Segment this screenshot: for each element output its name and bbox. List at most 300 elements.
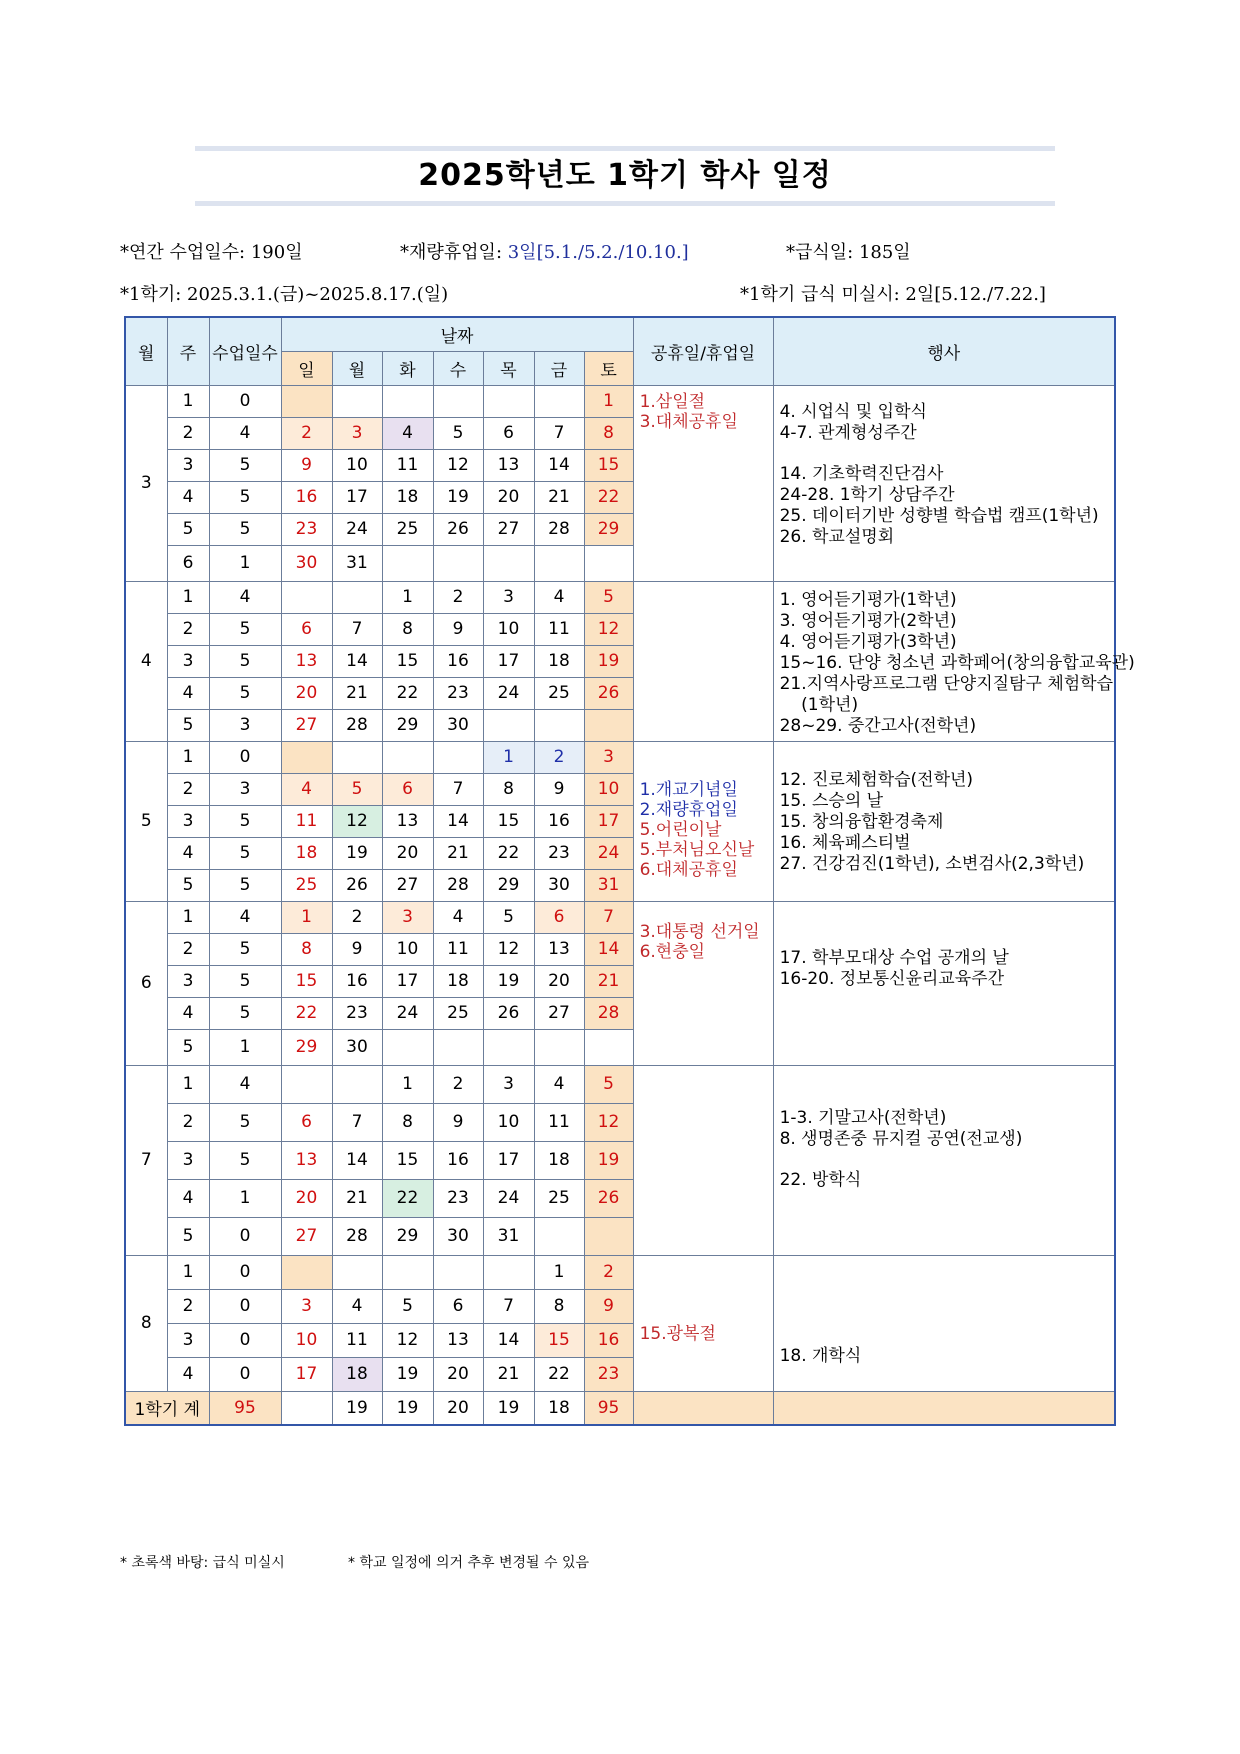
week-number: 2 [167, 613, 209, 645]
date-cell: 7 [332, 613, 382, 645]
events-cell [773, 1065, 1115, 1255]
week-number: 2 [167, 1103, 209, 1141]
total-label: 1학기 계 [125, 1391, 209, 1425]
date-cell: 14 [534, 449, 584, 481]
holidays-cell [633, 385, 773, 581]
date-cell: 11 [534, 613, 584, 645]
week-number: 3 [167, 1141, 209, 1179]
total-cell [281, 1391, 332, 1425]
date-cell: 30 [332, 1029, 382, 1065]
date-cell [433, 1029, 483, 1065]
date-cell: 12 [584, 1103, 633, 1141]
date-cell: 9 [534, 773, 584, 805]
date-cell: 20 [483, 481, 534, 513]
date-cell: 23 [332, 997, 382, 1029]
events-cell [773, 901, 1115, 1065]
date-cell: 30 [433, 709, 483, 741]
event-item: 4. 영어듣기평가(3학년) [779, 631, 957, 652]
school-days: 5 [209, 481, 281, 513]
event-item: (1학년) [779, 694, 859, 715]
week-number: 5 [167, 1029, 209, 1065]
date-cell: 13 [281, 1141, 332, 1179]
date-cell: 12 [584, 613, 633, 645]
date-cell: 3 [584, 741, 633, 773]
date-cell: 21 [483, 1357, 534, 1391]
date-cell: 26 [433, 513, 483, 545]
discretionary-label: *재량휴업일: [400, 242, 508, 263]
weekday-header: 수 [433, 351, 483, 385]
event-item: 12. 진로체험학습(전학년) [779, 769, 974, 790]
date-cell [534, 1029, 584, 1065]
date-cell: 17 [382, 965, 433, 997]
date-cell [332, 581, 382, 613]
date-cell [534, 1217, 584, 1255]
date-cell: 7 [534, 417, 584, 449]
date-cell [382, 741, 433, 773]
date-cell: 2 [281, 417, 332, 449]
holiday-item: 2.재량휴업일 [639, 799, 738, 820]
header-holidays: 공휴일/휴업일 [633, 317, 773, 385]
date-cell [332, 385, 382, 417]
date-cell: 27 [534, 997, 584, 1029]
date-cell [281, 1065, 332, 1103]
school-days: 5 [209, 997, 281, 1029]
date-cell: 21 [332, 1179, 382, 1217]
date-cell: 14 [332, 1141, 382, 1179]
semester-period: *1학기: 2025.3.1.(금)~2025.8.17.(일) [120, 284, 449, 305]
date-cell [584, 1217, 633, 1255]
date-cell: 11 [281, 805, 332, 837]
date-cell [281, 1255, 332, 1289]
week-number: 2 [167, 417, 209, 449]
school-days: 1 [209, 1029, 281, 1065]
date-cell: 11 [433, 933, 483, 965]
event-item: 22. 방학식 [779, 1169, 862, 1190]
date-cell: 17 [332, 481, 382, 513]
date-cell: 28 [332, 709, 382, 741]
date-cell: 10 [382, 933, 433, 965]
date-cell: 24 [332, 513, 382, 545]
date-cell: 8 [584, 417, 633, 449]
school-days: 0 [209, 1217, 281, 1255]
date-cell: 14 [483, 1323, 534, 1357]
date-cell: 3 [332, 417, 382, 449]
date-cell: 4 [332, 1289, 382, 1323]
date-cell: 9 [584, 1289, 633, 1323]
week-number: 3 [167, 805, 209, 837]
date-cell [382, 1255, 433, 1289]
event-item: 4-7. 관계형성주간 [779, 422, 917, 443]
date-cell: 6 [433, 1289, 483, 1323]
date-cell [483, 545, 534, 581]
event-item: 17. 학부모대상 수업 공개의 날 [779, 947, 1009, 968]
total-cell: 19 [382, 1391, 433, 1425]
event-item: 16-20. 정보통신윤리교육주간 [779, 968, 1004, 989]
date-cell: 10 [281, 1323, 332, 1357]
events-cell [773, 581, 1135, 741]
week-number: 2 [167, 773, 209, 805]
date-cell: 28 [433, 869, 483, 901]
date-cell [382, 545, 433, 581]
date-cell: 29 [281, 1029, 332, 1065]
event-item [780, 444, 1109, 464]
date-cell: 16 [332, 965, 382, 997]
month-cell: 5 [125, 741, 167, 901]
school-days: 0 [209, 741, 281, 773]
total-events-empty [773, 1391, 1115, 1425]
events-cell [773, 385, 1115, 581]
holidays-cell [633, 741, 773, 901]
school-days: 5 [209, 513, 281, 545]
date-cell: 22 [382, 677, 433, 709]
event-item: 15. 창의융합환경축제 [779, 811, 944, 832]
date-cell: 14 [433, 805, 483, 837]
date-cell: 18 [433, 965, 483, 997]
date-cell: 1 [382, 1065, 433, 1103]
week-number: 3 [167, 965, 209, 997]
event-item [780, 1150, 1109, 1170]
header-events: 행사 [773, 317, 1115, 385]
date-cell: 22 [584, 481, 633, 513]
date-cell: 13 [534, 933, 584, 965]
date-cell [433, 1255, 483, 1289]
school-days: 4 [209, 1065, 281, 1103]
week-row [125, 741, 1115, 773]
weekday-header: 토 [584, 351, 633, 385]
no-meal-days: *1학기 급식 미실시: 2일[5.12./7.22.] [740, 284, 1046, 305]
date-cell: 26 [332, 869, 382, 901]
date-cell: 23 [433, 677, 483, 709]
school-days: 5 [209, 805, 281, 837]
date-cell [433, 385, 483, 417]
title-bottom-rule [195, 201, 1055, 206]
footnote-green: * 초록색 바탕: 급식 미실시 [120, 1555, 285, 1571]
date-cell: 23 [534, 837, 584, 869]
holiday-item: 6.현충일 [639, 941, 706, 962]
header-week: 주 [167, 317, 209, 385]
date-cell: 26 [483, 997, 534, 1029]
holiday-item: 5.어린이날 [639, 819, 722, 840]
date-cell: 19 [483, 965, 534, 997]
holidays-cell [633, 1255, 773, 1391]
date-cell: 1 [281, 901, 332, 933]
week-row [125, 385, 1115, 417]
date-cell: 24 [483, 677, 534, 709]
date-cell [382, 1029, 433, 1065]
school-days: 1 [209, 545, 281, 581]
date-cell: 13 [483, 449, 534, 481]
event-item: 1-3. 기말고사(전학년) [779, 1107, 947, 1128]
date-cell: 7 [584, 901, 633, 933]
date-cell: 22 [483, 837, 534, 869]
school-days: 0 [209, 1255, 281, 1289]
date-cell: 18 [534, 1141, 584, 1179]
date-cell [483, 1255, 534, 1289]
date-cell: 1 [584, 385, 633, 417]
date-cell [332, 1255, 382, 1289]
school-days: 5 [209, 933, 281, 965]
date-cell: 28 [332, 1217, 382, 1255]
week-number: 1 [167, 1065, 209, 1103]
date-cell: 14 [332, 645, 382, 677]
month-cell: 4 [125, 581, 167, 741]
date-cell: 2 [534, 741, 584, 773]
date-cell [281, 385, 332, 417]
week-number: 5 [167, 513, 209, 545]
date-cell: 7 [332, 1103, 382, 1141]
date-cell: 20 [534, 965, 584, 997]
date-cell [382, 385, 433, 417]
date-cell: 26 [584, 677, 633, 709]
school-days: 0 [209, 1357, 281, 1391]
date-cell: 5 [584, 581, 633, 613]
date-cell: 24 [382, 997, 433, 1029]
date-cell: 23 [584, 1357, 633, 1391]
header-school-days: 수업일수 [209, 317, 281, 385]
week-number: 6 [167, 545, 209, 581]
event-item: 28~29. 중간고사(전학년) [779, 715, 977, 736]
date-cell: 10 [332, 449, 382, 481]
date-cell: 4 [534, 581, 584, 613]
date-cell [281, 741, 332, 773]
school-days: 3 [209, 773, 281, 805]
date-cell: 19 [332, 837, 382, 869]
date-cell: 30 [281, 545, 332, 581]
date-cell: 2 [433, 1065, 483, 1103]
date-cell: 16 [584, 1323, 633, 1357]
date-cell: 20 [433, 1357, 483, 1391]
date-cell [534, 709, 584, 741]
date-cell: 16 [433, 645, 483, 677]
week-number: 4 [167, 1357, 209, 1391]
school-days: 0 [209, 385, 281, 417]
date-cell: 27 [281, 1217, 332, 1255]
event-item: 25. 데이터기반 성향별 학습법 캠프(1학년) [779, 505, 1099, 526]
holiday-item: 3.대체공휴일 [639, 411, 738, 432]
date-cell: 6 [281, 1103, 332, 1141]
date-cell: 6 [534, 901, 584, 933]
date-cell: 15 [382, 645, 433, 677]
date-cell [534, 545, 584, 581]
date-cell: 11 [382, 449, 433, 481]
date-cell: 2 [584, 1255, 633, 1289]
date-cell: 25 [382, 513, 433, 545]
holiday-item: 1.개교기념일 [639, 779, 738, 800]
date-cell: 29 [584, 513, 633, 545]
school-days: 4 [209, 581, 281, 613]
date-cell [584, 1029, 633, 1065]
date-cell: 19 [382, 1357, 433, 1391]
date-cell: 5 [332, 773, 382, 805]
event-item: 8. 생명존중 뮤지컬 공연(전교생) [779, 1128, 1023, 1149]
month-cell: 7 [125, 1065, 167, 1255]
weekday-header: 일 [281, 351, 332, 385]
week-row [125, 901, 1115, 933]
month-cell: 3 [125, 385, 167, 581]
date-cell: 17 [584, 805, 633, 837]
date-cell: 29 [483, 869, 534, 901]
school-days: 5 [209, 965, 281, 997]
annual-school-days: *연간 수업일수: 190일 [120, 242, 303, 263]
date-cell: 15 [483, 805, 534, 837]
week-number: 1 [167, 385, 209, 417]
date-cell [433, 741, 483, 773]
week-number: 3 [167, 645, 209, 677]
date-cell: 20 [382, 837, 433, 869]
date-cell [483, 385, 534, 417]
title-block [195, 146, 1055, 206]
date-cell: 15 [382, 1141, 433, 1179]
date-cell: 4 [281, 773, 332, 805]
date-cell: 18 [332, 1357, 382, 1391]
week-number: 3 [167, 1323, 209, 1357]
date-cell: 22 [534, 1357, 584, 1391]
school-days: 5 [209, 1141, 281, 1179]
event-item: 14. 기초학력진단검사 [779, 463, 944, 484]
week-row [125, 1065, 1115, 1103]
weekday-header: 월 [332, 351, 382, 385]
date-cell: 19 [584, 1141, 633, 1179]
total-cell: 19 [332, 1391, 382, 1425]
event-item: 1. 영어듣기평가(1학년) [779, 589, 957, 610]
date-cell: 17 [281, 1357, 332, 1391]
date-cell: 21 [332, 677, 382, 709]
school-days: 3 [209, 709, 281, 741]
date-cell: 31 [332, 545, 382, 581]
date-cell: 8 [382, 1103, 433, 1141]
event-item: 15~16. 단양 청소년 과학페어(창의융합교육관) [779, 652, 1135, 673]
date-cell: 1 [382, 581, 433, 613]
date-cell: 3 [382, 901, 433, 933]
date-cell: 6 [281, 613, 332, 645]
date-cell: 17 [483, 645, 534, 677]
event-item: 26. 학교설명회 [779, 526, 895, 547]
date-cell [534, 385, 584, 417]
header-date: 날짜 [281, 317, 633, 351]
date-cell: 22 [281, 997, 332, 1029]
date-cell: 31 [584, 869, 633, 901]
date-cell: 20 [281, 677, 332, 709]
school-days: 5 [209, 837, 281, 869]
week-number: 1 [167, 1255, 209, 1289]
discretionary-holidays [400, 238, 689, 264]
date-cell: 12 [382, 1323, 433, 1357]
school-days: 4 [209, 417, 281, 449]
date-cell: 18 [281, 837, 332, 869]
date-cell [433, 545, 483, 581]
date-cell: 11 [332, 1323, 382, 1357]
school-days: 4 [209, 901, 281, 933]
date-cell: 15 [584, 449, 633, 481]
school-days: 5 [209, 645, 281, 677]
week-row [125, 1255, 1115, 1289]
date-cell: 25 [433, 997, 483, 1029]
event-item: 21.지역사랑프로그램 단양지질탐구 체험학습 [779, 673, 1114, 694]
event-item: 27. 건강검진(1학년), 소변검사(2,3학년) [779, 853, 1085, 874]
holiday-item: 1.삼일절 [639, 391, 706, 412]
date-cell: 6 [483, 417, 534, 449]
date-cell: 19 [433, 481, 483, 513]
date-cell [281, 581, 332, 613]
events-cell [773, 741, 1115, 901]
date-cell: 27 [382, 869, 433, 901]
week-number: 2 [167, 933, 209, 965]
month-cell: 6 [125, 901, 167, 1065]
week-number: 3 [167, 449, 209, 481]
date-cell: 19 [584, 645, 633, 677]
holiday-item: 15.광복절 [639, 1323, 716, 1344]
date-cell: 10 [584, 773, 633, 805]
date-cell: 2 [433, 581, 483, 613]
date-cell: 27 [281, 709, 332, 741]
date-cell: 12 [483, 933, 534, 965]
week-number: 2 [167, 1289, 209, 1323]
date-cell: 8 [483, 773, 534, 805]
date-cell: 22 [382, 1179, 433, 1217]
date-cell: 24 [483, 1179, 534, 1217]
date-cell: 9 [332, 933, 382, 965]
date-cell: 5 [382, 1289, 433, 1323]
holiday-item: 5.부처님오신날 [639, 839, 755, 860]
holidays-cell [633, 581, 773, 741]
date-cell: 2 [332, 901, 382, 933]
date-cell: 5 [483, 901, 534, 933]
date-cell: 13 [433, 1323, 483, 1357]
total-cell: 95 [584, 1391, 633, 1425]
date-cell: 12 [433, 449, 483, 481]
date-cell: 25 [534, 677, 584, 709]
date-cell [584, 709, 633, 741]
date-cell: 27 [483, 513, 534, 545]
date-cell: 9 [281, 449, 332, 481]
date-cell: 23 [281, 513, 332, 545]
date-cell: 28 [534, 513, 584, 545]
date-cell: 7 [483, 1289, 534, 1323]
holidays-cell [633, 1065, 773, 1255]
date-cell: 9 [433, 1103, 483, 1141]
school-days: 1 [209, 1179, 281, 1217]
total-holidays-empty [633, 1391, 773, 1425]
date-cell [483, 1029, 534, 1065]
week-number: 1 [167, 581, 209, 613]
date-cell: 10 [483, 1103, 534, 1141]
event-item: 18. 개학식 [779, 1345, 862, 1366]
date-cell [332, 1065, 382, 1103]
event-item: 15. 스승의 날 [779, 790, 884, 811]
week-number: 5 [167, 709, 209, 741]
discretionary-value: 3일[5.1./5.2./10.10.] [507, 242, 689, 263]
weekday-header: 목 [483, 351, 534, 385]
date-cell: 25 [534, 1179, 584, 1217]
event-item: 16. 체육페스티벌 [779, 832, 911, 853]
date-cell: 1 [483, 741, 534, 773]
date-cell: 7 [433, 773, 483, 805]
date-cell: 17 [483, 1141, 534, 1179]
footnote-change: * 학교 일정에 의거 추후 변경될 수 있음 [348, 1555, 590, 1571]
events-cell [773, 1255, 1115, 1391]
school-days: 5 [209, 1103, 281, 1141]
week-number: 4 [167, 997, 209, 1029]
holiday-item: 3.대통령 선거일 [639, 921, 760, 942]
date-cell: 31 [483, 1217, 534, 1255]
date-cell: 5 [433, 417, 483, 449]
week-number: 4 [167, 481, 209, 513]
date-cell: 14 [584, 933, 633, 965]
date-cell: 3 [483, 1065, 534, 1103]
date-cell: 3 [281, 1289, 332, 1323]
week-number: 4 [167, 1179, 209, 1217]
date-cell: 16 [281, 481, 332, 513]
